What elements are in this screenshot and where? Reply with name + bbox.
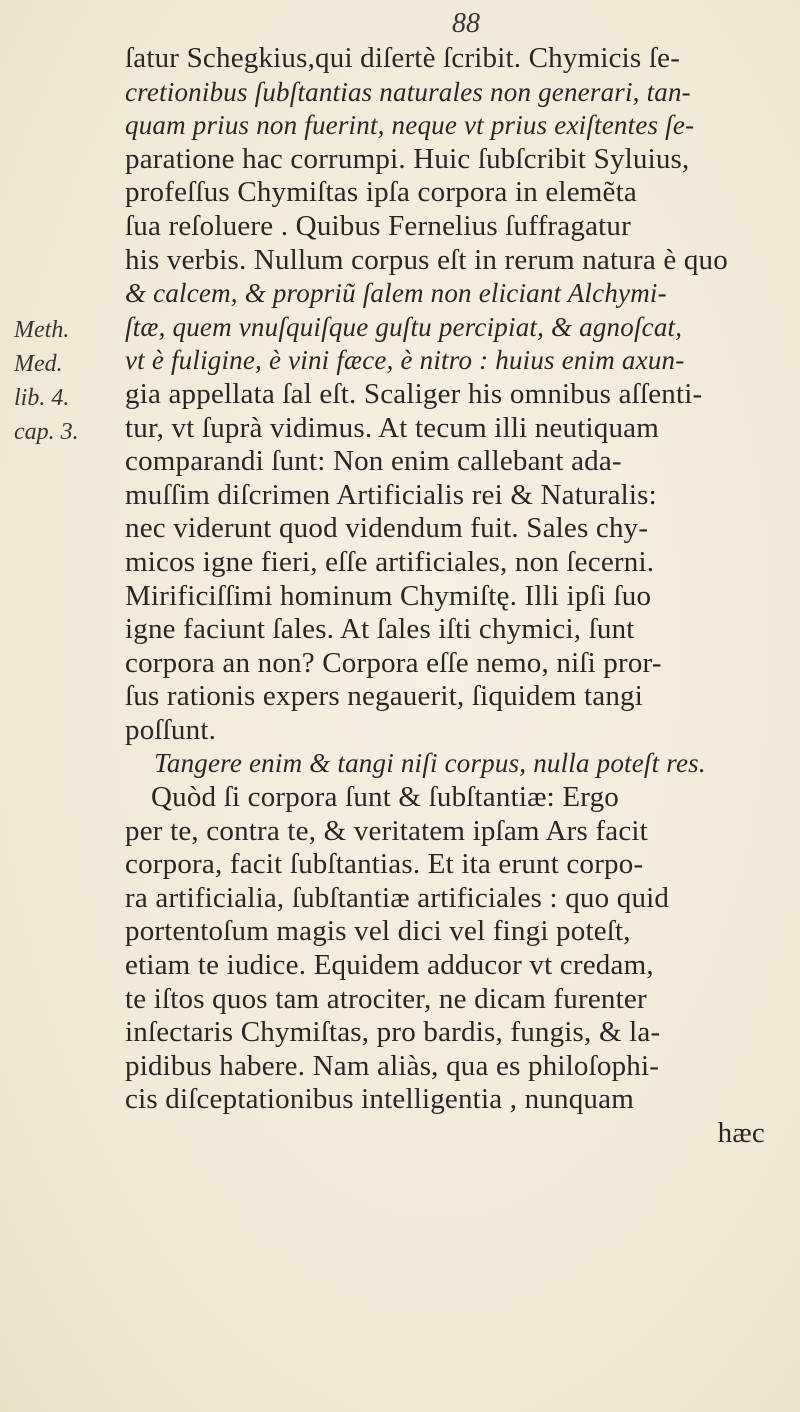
body-text (125, 42, 775, 1151)
text-line: cis diſceptationibus intelligentia , nunquam (125, 1083, 634, 1116)
text-line: corpora, facit ſubſtantias. Et ita erunt corpo- (125, 848, 644, 881)
quotation-line: quam prius non fuerint, neque vt prius exiſtentes ſe- (125, 110, 695, 141)
text-line: nec viderunt quod videndum fuit. Sales chy- (125, 512, 649, 545)
text-line: pidibus habere. Nam aliàs, qua es philoſophi- (125, 1049, 660, 1082)
text-line: ſus rationis expers negauerit, ſiquidem tangi (125, 680, 643, 713)
margin-note-line: Meth. (14, 317, 70, 343)
text-line: corpora an non? Corpora eſſe nemo, niſi pror- (125, 646, 662, 679)
margin-note-line: cap. 3. (14, 419, 79, 445)
text-line: muſſim diſcrimen Artificialis rei & Naturalis: (125, 478, 657, 511)
text-line: comparandi ſunt: Non enim callebant ada- (125, 445, 622, 478)
margin-note-line: Med. (14, 351, 63, 377)
text-line: gia appellata ſal eſt. Scaliger his omnibus aſſenti- (125, 377, 703, 410)
text-line: poſſunt. (125, 713, 217, 746)
text-line: profeſſus Chymiſtas ipſa corpora in elemẽta (125, 176, 637, 209)
quotation-line: cretionibus ſubſtantias naturales non generari, tan- (125, 76, 691, 107)
text-line: per te, contra te, & veritatem ipſam Ars facit (125, 814, 648, 847)
text-line: igne faciunt ſales. At ſales iſti chymici, ſunt (125, 613, 635, 646)
text-line: ra artificialia, ſubſtantiæ artificiales : quo quid (125, 881, 670, 914)
quotation-line: Tangere enim & tangi niſi corpus, nulla poteſt res. (154, 748, 706, 779)
text-line: his verbis. Nullum corpus eſt in rerum natura è quo (125, 243, 728, 276)
text-line: tur, vt ſuprà vidimus. At tecum illi neutiquam (125, 411, 660, 444)
page-number: 88 (452, 8, 480, 39)
text-line: te iſtos quos tam atrociter, ne dicam furenter (125, 982, 647, 1015)
text-line: ſatur Schegkius,qui diſertè ſcribit. Chymicis ſe- (125, 42, 681, 74)
text-line: micos igne fieri, eſſe artificiales, non ſecerni. (125, 545, 655, 578)
text-line: hæc (717, 1117, 765, 1149)
text-line: ſua reſoluere . Quibus Fernelius ſuffragatur (125, 209, 631, 242)
quotation-line: ſtæ, quem vnuſquiſque guſtu percipiat, & agnoſcat, (125, 311, 683, 342)
text-line: paratione hac corrumpi. Huic ſubſcribit Syluius, (125, 142, 690, 175)
text-line: Mirificiſſimi hominum Chymiſtę. Illi ipſi ſuo (125, 579, 652, 612)
text-line: etiam te iudice. Equidem adducor vt credam, (125, 949, 654, 982)
text-line: inſectaris Chymiſtas, pro bardis, fungis, & la- (125, 1016, 661, 1049)
quotation-line: vt è fuligine, è vini fæce, è nitro : huius enim axun- (125, 345, 685, 376)
margin-note-line: lib. 4. (14, 385, 70, 411)
margin-note (14, 313, 114, 449)
quotation-line: & calcem, & propriũ ſalem non eliciant Alchymi- (125, 278, 667, 309)
text-line: Quòd ſi corpora ſunt & ſubſtantiæ: Ergo (151, 781, 619, 814)
text-line: portentoſum magis vel dici vel fingi poteſt, (125, 915, 631, 948)
